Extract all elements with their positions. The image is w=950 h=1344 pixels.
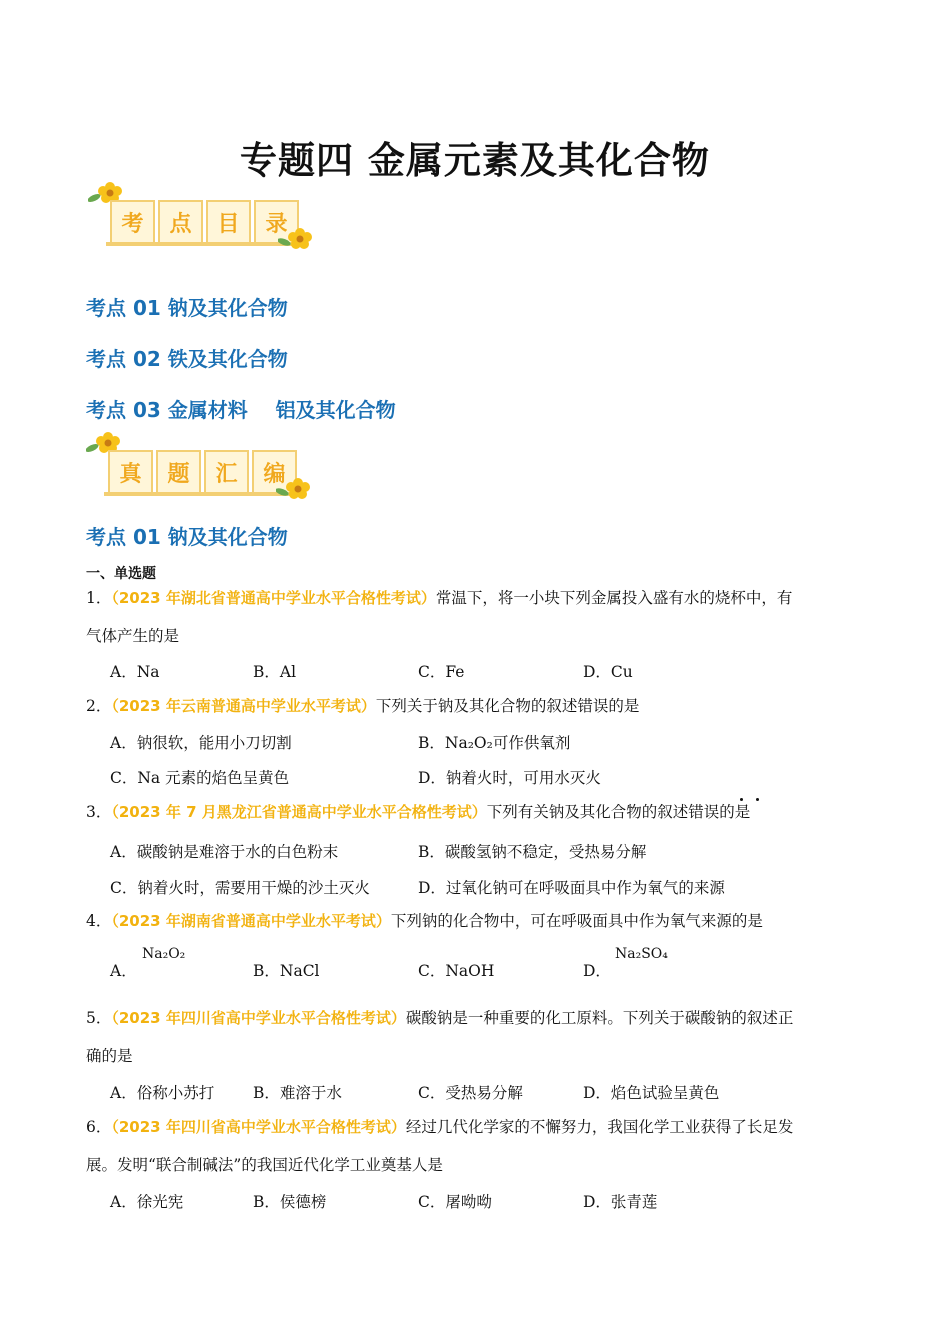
question-number: 1． (86, 589, 112, 607)
banner-underline (104, 492, 300, 496)
option-c[interactable]: C．受热易分解 (418, 1084, 523, 1102)
question-source: （2023 年 7 月黑龙江省普通高中学业水平合格性考试） (111, 803, 487, 821)
question-source: （2023 年四川省高中学业水平合格性考试） (111, 1118, 406, 1136)
question-1 (86, 588, 792, 608)
toc-item-01[interactable]: 考点 01 钠及其化合物 (86, 296, 288, 320)
banner-char: 录 (254, 200, 299, 244)
option-c[interactable]: C．NaOH (418, 962, 495, 980)
toc-item-02[interactable]: 考点 02 铁及其化合物 (86, 347, 288, 371)
question-text: 碳酸钠是一种重要的化工原料。下列关于碳酸钠的叙述正 (405, 1009, 794, 1027)
question-number: 2． (86, 697, 112, 715)
option-c[interactable]: C．钠着火时，需要用干燥的沙土灭火 (110, 879, 370, 897)
option-d[interactable]: D．Cu (583, 663, 633, 681)
banner-char: 点 (158, 200, 203, 244)
option-c[interactable]: C．屠呦呦 (418, 1193, 492, 1211)
question-6 (86, 1117, 793, 1137)
question-text: 下列有关钠及其化合物的叙述错误的是 (486, 803, 751, 821)
option-b[interactable]: B．侯德榜 (253, 1193, 327, 1211)
banner-char: 汇 (204, 450, 249, 494)
banner-underline (106, 242, 302, 246)
question-number: 5． (86, 1009, 112, 1027)
question-text-cont: 气体产生的是 (86, 627, 180, 645)
question-source: （2023 年四川省高中学业水平合格性考试） (111, 1009, 406, 1027)
question-source: （2023 年湖北省普通高中学业水平合格性考试） (111, 589, 436, 607)
option-b[interactable]: B．碳酸氢钠不稳定，受热易分解 (418, 843, 647, 861)
section-type: 一、单选题 (86, 566, 156, 582)
question-text-cont: 展。发明“联合制碱法”的我国近代化学工业奠基人是 (86, 1156, 443, 1174)
question-4 (86, 911, 763, 931)
option-d[interactable]: D．张青莲 (583, 1193, 658, 1211)
question-text-cont: 确的是 (86, 1047, 133, 1065)
question-number: 3． (86, 803, 112, 821)
question-number: 6． (86, 1118, 112, 1136)
option-b[interactable]: B．NaCl (253, 962, 320, 980)
section-heading: 考点 01 钠及其化合物 (86, 525, 288, 549)
option-a[interactable]: A． (110, 962, 137, 980)
banner-char: 目 (206, 200, 251, 244)
toc-item-03[interactable]: 考点 03 金属材料 铝及其化合物 (86, 398, 396, 422)
question-text: 下列钠的化合物中，可在呼吸面具中作为氧气来源的是 (390, 912, 763, 930)
option-b[interactable]: B．Na₂O₂可作供氧剂 (418, 734, 571, 752)
flower-icon (278, 226, 318, 256)
option-c[interactable]: C．Fe (418, 663, 465, 681)
emphasis-dot (740, 798, 743, 801)
question-5 (86, 1008, 793, 1028)
option-a[interactable]: A．徐光宪 (110, 1193, 184, 1211)
flower-icon (276, 476, 316, 506)
question-3 (86, 802, 750, 822)
banner-toc (100, 190, 320, 248)
question-source: （2023 年云南普通高中学业水平考试） (111, 697, 376, 715)
question-text: 常温下，将一小块下列金属投入盛有水的烧杯中，有 (435, 589, 793, 607)
question-source: （2023 年湖南省普通高中学业水平考试） (111, 912, 391, 930)
question-number: 4． (86, 912, 112, 930)
option-d[interactable]: D． (583, 962, 611, 980)
question-2 (86, 696, 639, 716)
option-d[interactable]: D．钠着火时，可用水灭火 (418, 769, 601, 787)
page-title: 专题四 金属元素及其化合物 (240, 139, 710, 182)
banner-char: 题 (156, 450, 201, 494)
option-c[interactable]: C．Na 元素的焰色呈黄色 (110, 769, 290, 787)
option-d[interactable]: D．焰色试验呈黄色 (583, 1084, 720, 1102)
option-a[interactable]: A．Na (110, 663, 160, 681)
emphasis-dot (756, 798, 759, 801)
option-d[interactable]: D．过氧化钠可在呼吸面具中作为氧气的来源 (418, 879, 725, 897)
option-b[interactable]: B．难溶于水 (253, 1084, 342, 1102)
banner-char: 编 (252, 450, 297, 494)
formula-na2o2: Na₂O₂ (142, 946, 186, 962)
option-a[interactable]: A．碳酸钠是难溶于水的白色粉末 (110, 843, 339, 861)
banner-char: 真 (108, 450, 153, 494)
question-text: 经过几代化学家的不懈努力，我国化学工业获得了长足发 (405, 1118, 794, 1136)
question-text: 下列关于钠及其化合物的叙述错误的是 (375, 697, 640, 715)
option-a[interactable]: A．俗称小苏打 (110, 1084, 215, 1102)
option-b[interactable]: B．Al (253, 663, 297, 681)
option-a[interactable]: A．钠很软，能用小刀切割 (110, 734, 292, 752)
banner-char: 考 (110, 200, 155, 244)
banner-real (98, 440, 318, 498)
formula-na2so4: Na₂SO₄ (615, 946, 668, 962)
